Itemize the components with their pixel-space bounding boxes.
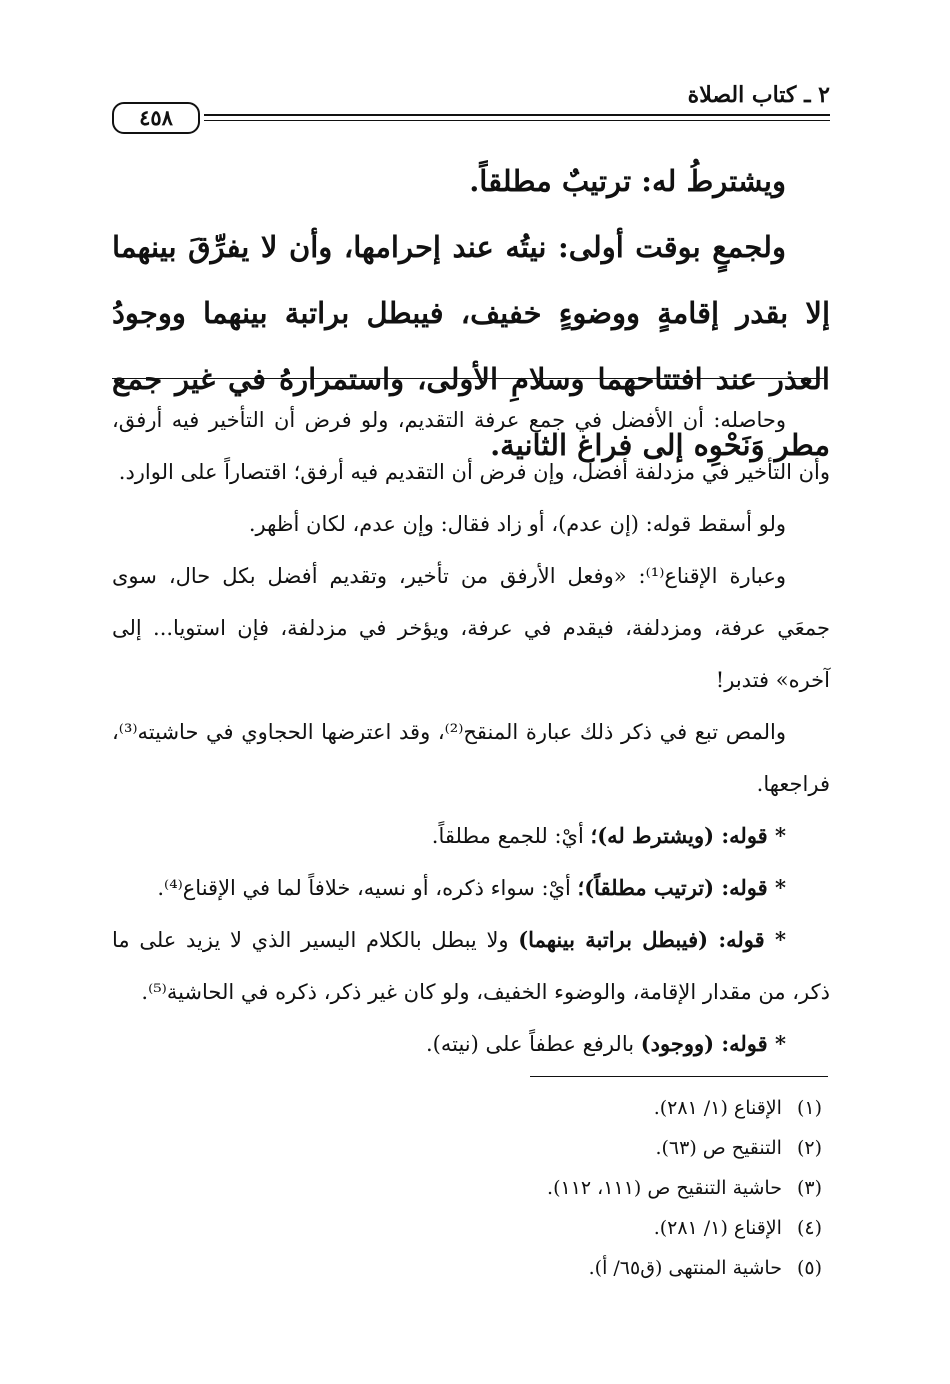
footnote-number: (٣): [796, 1177, 822, 1199]
quote-text: ولا يبطل بالكلام اليسير الذي لا يزيد على ما ذكر، من مقدار الإقامة، والوضوء الخفيف، ولو كان غير ذكر، ذكره في الحاشية⁽⁵⁾.: [112, 928, 830, 1004]
footnote-number: (٤): [796, 1217, 822, 1239]
quote-text: أيْ: للجمع مطلقاً.: [431, 824, 591, 848]
footnote: [112, 1248, 830, 1288]
footnote-text: الإقناع (١/ ٢٨١).: [653, 1217, 782, 1239]
page-number: ٤٥٨: [112, 102, 200, 134]
footnote-text: التنقيح ص (٦٣).: [655, 1137, 782, 1159]
commentary-paragraph: وعبارة الإقناع⁽¹⁾: «وفعل الأرفق من تأخير، وتقديم أفضل بكل حال، سوى جمعَي عرفة، ومزدلفة، فيقدم في عرفة، ويؤخر في مزدلفة، فإن استويا... إلى آخره» فتدبر!: [112, 564, 830, 692]
footnote-text: الإقناع (١/ ٢٨١).: [653, 1097, 782, 1119]
quote-label: * قوله: (ترتيب مطلقاً)؛: [577, 875, 786, 900]
footnote-text: حاشية المنتهى (ق٦٥/ أ).: [588, 1257, 782, 1279]
matn-paragraph: ويشترطُ له: ترتيبٌ مطلقاً.: [469, 164, 786, 198]
commentary-paragraph: وحاصله: أن الأفضل في جمع عرفة التقديم، ولو فرض أن التأخير فيه أرفق، وأن التأخير في مزدلفة أفضل، وإن فرض أن التقديم فيه أرفق؛ اقتصاراً على الوارد.: [112, 408, 830, 484]
footnote: [112, 1168, 830, 1208]
commentary-quote: [112, 810, 830, 862]
commentary-quote: [112, 862, 830, 914]
commentary-quote: [112, 1018, 830, 1070]
footnote-number: (٥): [796, 1257, 822, 1279]
matn-paragraph: ولجمعٍ بوقت أولى: نيتُه عند إحرامها، وأن لا يفرِّقَ بينهما إلا بقدر إقامةٍ ووضوءٍ خفيف، فيبطل براتبة بينهما ووجودُ العذر عند افتتاحهما وسلامِ الأولى، واستمرارهُ في غير جمع مطر وَنَحْوِه إلى فراغ الثانية.: [112, 230, 830, 462]
quote-label: * قوله: (ووجود): [640, 1031, 786, 1056]
quote-label: * قوله: (ويشترط له)؛: [590, 823, 786, 848]
header-rule: [204, 114, 830, 121]
section-divider: [112, 378, 824, 379]
commentary-paragraph: ولو أسقط قوله: (إن عدم)، أو زاد فقال: وإن عدم، لكان أظهر.: [248, 512, 786, 536]
footnote-number: (١): [796, 1097, 822, 1119]
quote-text: بالرفع عطفاً على (نيته).: [426, 1032, 641, 1056]
footnote: [112, 1208, 830, 1248]
commentary-quote: [112, 914, 830, 1018]
footnotes: [112, 1088, 830, 1288]
footnote-text: حاشية التنقيح ص (١١١، ١١٢).: [547, 1177, 782, 1199]
footnote: [112, 1088, 830, 1128]
quote-label: * قوله: (فيبطل براتبة بينهما): [518, 927, 786, 952]
commentary-paragraph: والمص تبع في ذكر ذلك عبارة المنقح⁽²⁾، وقد اعترضها الحجاوي في حاشيته⁽³⁾، فراجعها.: [112, 720, 830, 796]
footnote-number: (٢): [796, 1137, 822, 1159]
commentary-text: [112, 394, 830, 1070]
quote-text: أيْ: سواء ذكره، أو نسيه، خلافاً لما في الإقناع⁽⁴⁾.: [157, 876, 578, 900]
chapter-title: ٢ ـ كتاب الصلاة: [687, 82, 830, 108]
footnote: [112, 1128, 830, 1168]
footnote-divider: [530, 1076, 828, 1077]
page-header: [112, 76, 830, 136]
